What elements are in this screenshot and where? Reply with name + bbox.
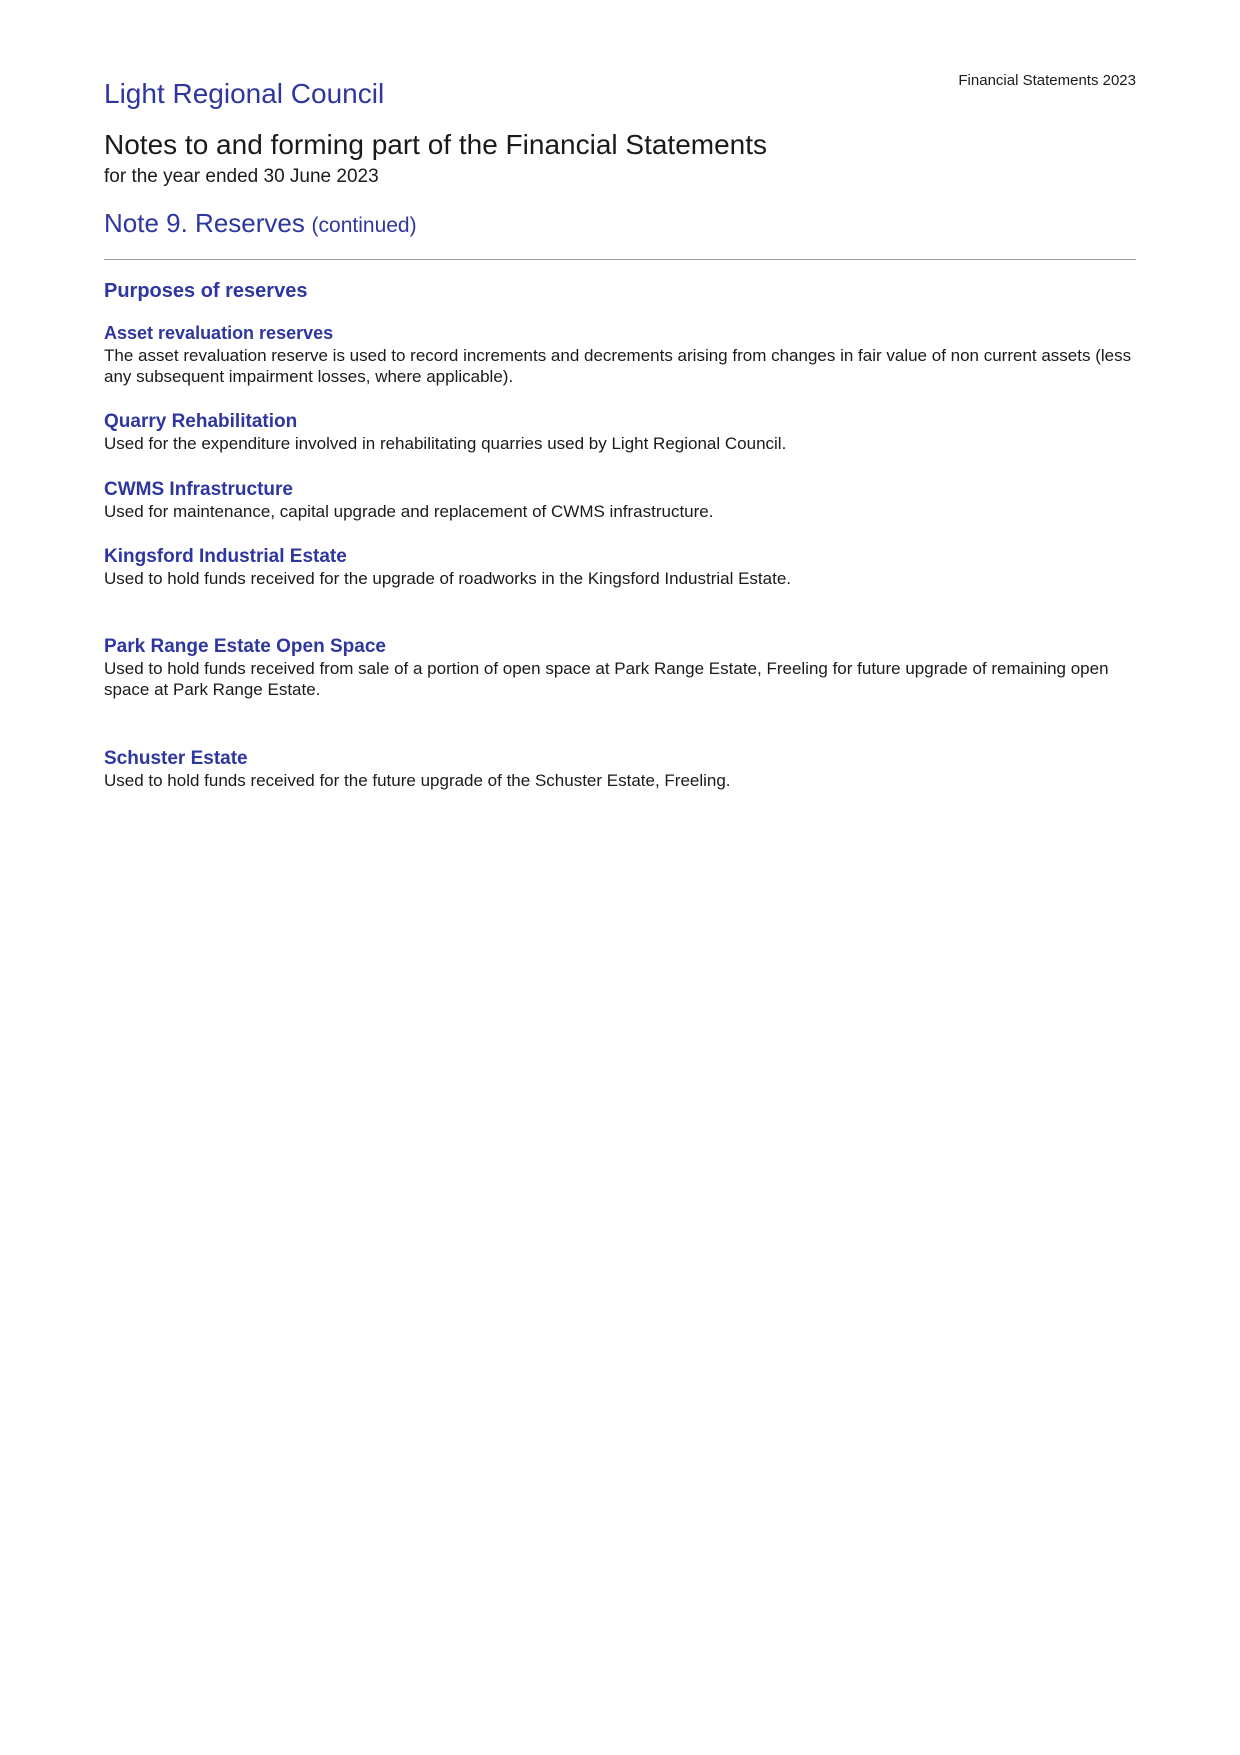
reserve-asset-revaluation xyxy=(104,322,1136,387)
reserve-title: Park Range Estate Open Space xyxy=(104,636,386,657)
reserve-description: Used to hold funds received for the future upgrade of the Schuster Estate, Freeling. xyxy=(104,771,731,790)
header-divider xyxy=(104,259,1136,260)
reserve-description: Used to hold funds received from sale of a portion of open space at Park Range Estate, Freeling for future upgrade of remaining open space at Park Range Estate. xyxy=(104,659,1109,699)
purposes-heading: Purposes of reserves xyxy=(104,280,308,302)
document-title: Notes to and forming part of the Financial Statements xyxy=(104,129,768,160)
reserve-quarry-rehabilitation xyxy=(104,410,1136,454)
reserve-description: Used to hold funds received for the upgrade of roadworks in the Kingsford Industrial Estate. xyxy=(104,569,792,588)
reserve-title: Kingsford Industrial Estate xyxy=(104,546,347,567)
reserve-title: Asset revaluation reserves xyxy=(104,323,334,343)
reserve-title: Quarry Rehabilitation xyxy=(104,411,298,432)
reserve-park-range-estate-open-space xyxy=(104,635,1136,700)
document-subtitle: for the year ended 30 June 2023 xyxy=(104,166,379,187)
note-continued-label: (continued) xyxy=(311,214,417,237)
reserve-title: Schuster Estate xyxy=(104,748,248,769)
note-heading xyxy=(104,208,417,239)
reserve-description: The asset revaluation reserve is used to record increments and decrements arising from changes in fair value of non current assets (less any subsequent impairment losses, where applicable). xyxy=(104,346,1132,386)
reserve-kingsford-industrial-estate xyxy=(104,545,1136,589)
reserve-title: CWMS Infrastructure xyxy=(104,479,293,500)
document-label: Financial Statements 2023 xyxy=(958,72,1136,89)
reserve-cwms-infrastructure xyxy=(104,478,1136,522)
organisation-name: Light Regional Council xyxy=(104,78,385,109)
note-title: Note 9. Reserves xyxy=(104,208,305,238)
reserve-schuster-estate xyxy=(104,747,1136,791)
reserve-description: Used for the expenditure involved in rehabilitating quarries used by Light Regional Council. xyxy=(104,434,787,453)
reserve-description: Used for maintenance, capital upgrade and replacement of CWMS infrastructure. xyxy=(104,502,714,521)
